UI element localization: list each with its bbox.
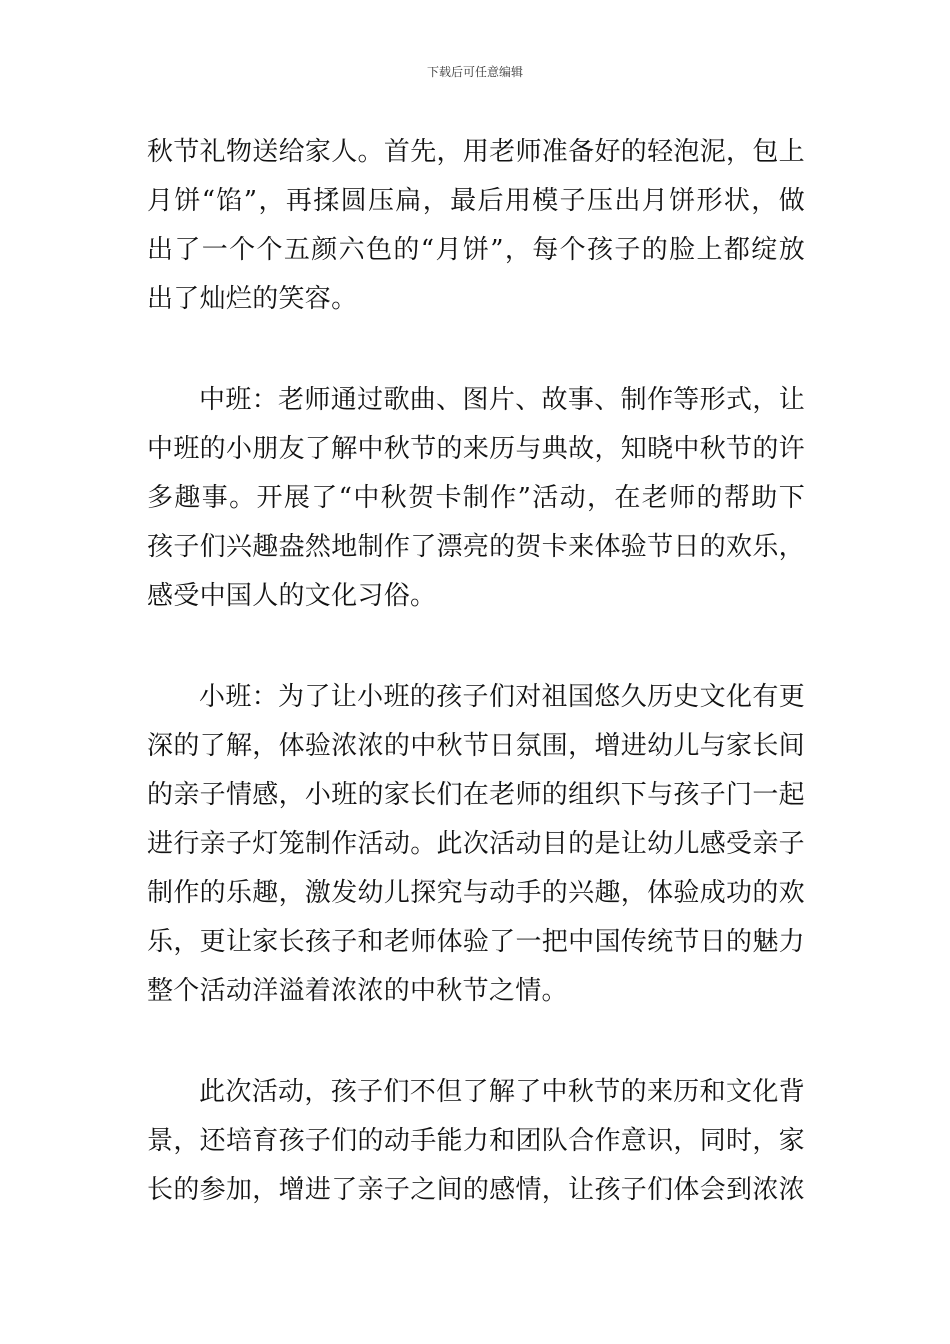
paragraph-mid-autumn-gifts (147, 128, 805, 324)
paragraph-spacer (147, 621, 805, 673)
text-line: 乐，更让家长孩子和老师体验了一把中国传统节日的魅力 (147, 927, 805, 957)
paragraph-spacer (147, 324, 805, 376)
text-line: 出了灿烂的笑容。 (147, 284, 358, 314)
document-body (147, 128, 805, 1215)
text-line: 中班的小朋友了解中秋节的来历与典故，知晓中秋节的许 (147, 434, 805, 464)
text-line: 孩子们兴趣盎然地制作了漂亮的贺卡来体验节日的欢乐， (147, 532, 805, 562)
text-line: 中班：老师通过歌曲、图片、故事、制作等形式，让 (199, 385, 805, 415)
text-line: 秋节礼物送给家人。首先，用老师准备好的轻泡泥，包上 (147, 137, 805, 167)
text-line: 制作的乐趣，激发幼儿探究与动手的兴趣，体验成功的欢 (147, 878, 805, 908)
paragraph-activity-summary (147, 1068, 805, 1215)
text-line: 感受中国人的文化习俗。 (147, 581, 437, 611)
text-line: 此次活动，孩子们不但了解了中秋节的来历和文化背 (199, 1077, 805, 1107)
paragraph-small-class (147, 673, 805, 1016)
page-header-note: 下载后可任意编辑 (426, 65, 523, 79)
text-line: 深的了解，体验浓浓的中秋节日氛围，增进幼儿与家长间 (147, 731, 805, 761)
text-line: 出了一个个五颜六色的“月饼”，每个孩子的脸上都绽放 (147, 235, 805, 265)
text-line: 月饼“馅”，再揉圆压扁，最后用模子压出月饼形状，做 (147, 186, 805, 216)
paragraph-middle-class (147, 376, 805, 621)
text-line: 整个活动洋溢着浓浓的中秋节之情。 (147, 976, 568, 1006)
text-line: 小班：为了让小班的孩子们对祖国悠久历史文化有更 (199, 682, 805, 712)
paragraph-spacer (147, 1016, 805, 1068)
text-line: 的亲子情感，小班的家长们在老师的组织下与孩子门一起 (147, 780, 805, 810)
text-line: 进行亲子灯笼制作活动。此次活动目的是让幼儿感受亲子 (147, 829, 805, 859)
text-line: 长的参加，增进了亲子之间的感情，让孩子们体会到浓浓 (147, 1175, 805, 1205)
text-line: 景，还培育孩子们的动手能力和团队合作意识，同时，家 (147, 1126, 805, 1156)
text-line: 多趣事。开展了“中秋贺卡制作”活动，在老师的帮助下 (147, 483, 805, 513)
